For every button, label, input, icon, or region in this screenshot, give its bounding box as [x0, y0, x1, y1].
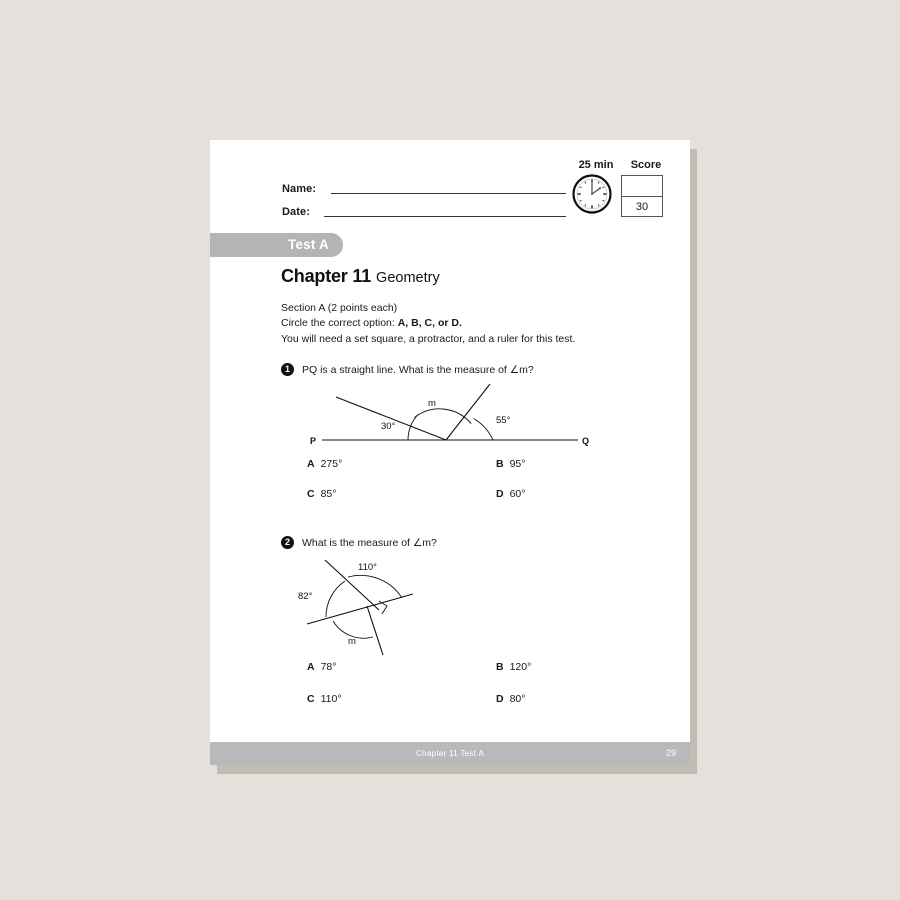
footer-page-number: 29	[665, 748, 676, 758]
test-tab	[210, 233, 343, 257]
question-number-badge: 1	[281, 363, 294, 376]
instructions-prefix: Circle the correct option:	[281, 317, 398, 329]
test-tab-label: Test A	[288, 237, 329, 252]
name-label: Name:	[282, 183, 317, 195]
option-value: 110°	[320, 693, 342, 705]
question-2-figure	[295, 552, 435, 657]
option-letter: C	[307, 693, 315, 705]
instructions-options: A, B, C, or D.	[397, 317, 462, 329]
question-1-figure	[300, 378, 600, 454]
worksheet-page	[210, 140, 690, 765]
option-b[interactable]	[496, 661, 531, 673]
svg-text:110°: 110°	[358, 562, 377, 573]
option-value: 80°	[509, 693, 526, 705]
option-letter: A	[307, 661, 315, 673]
svg-text:m: m	[428, 398, 436, 409]
option-value: 275°	[320, 458, 343, 470]
question-text: PQ is a straight line. What is the measure of ∠m?	[302, 364, 534, 376]
svg-text:55°: 55°	[496, 415, 511, 426]
option-letter: B	[496, 458, 504, 470]
question-number-badge: 2	[281, 536, 294, 549]
date-input-line[interactable]	[324, 216, 566, 217]
option-letter: D	[496, 693, 504, 705]
option-a[interactable]	[307, 661, 336, 673]
section-heading: Section A (2 points each)	[281, 302, 398, 314]
score-total-cell: 30	[635, 201, 649, 213]
svg-text:P: P	[310, 436, 317, 446]
option-value: 120°	[509, 661, 532, 673]
analog-clock-icon	[572, 174, 612, 214]
option-value: 85°	[320, 488, 337, 500]
option-letter: D	[496, 488, 504, 500]
chapter-subject: Geometry	[376, 270, 440, 286]
option-b[interactable]	[496, 458, 525, 470]
svg-text:Q: Q	[582, 436, 590, 446]
option-a[interactable]	[307, 458, 342, 470]
option-d[interactable]	[496, 693, 525, 705]
worksheet-page-wrapper	[210, 140, 690, 765]
score-box	[621, 175, 663, 217]
page-title	[281, 266, 440, 287]
option-value: 95°	[509, 458, 526, 470]
score-earned-cell[interactable]	[622, 176, 662, 197]
materials-line: You will need a set square, a protractor, and a ruler for this test.	[281, 333, 576, 345]
svg-text:82°: 82°	[298, 591, 313, 602]
score-caption: Score	[630, 159, 662, 171]
date-label: Date:	[282, 206, 311, 218]
svg-text:30°: 30°	[381, 421, 396, 432]
option-value: 78°	[320, 661, 337, 673]
svg-text:m: m	[348, 636, 356, 647]
option-value: 60°	[509, 488, 526, 500]
option-c[interactable]	[307, 693, 342, 705]
option-d[interactable]	[496, 488, 525, 500]
option-letter: B	[496, 661, 504, 673]
option-c[interactable]	[307, 488, 336, 500]
time-limit-caption: 25 min	[578, 159, 614, 171]
chapter-title: Chapter 11	[281, 266, 372, 286]
page-footer	[210, 742, 690, 765]
option-letter: A	[307, 458, 315, 470]
name-input-line[interactable]	[331, 193, 566, 194]
footer-title: Chapter 11 Test A	[416, 749, 484, 758]
question-text: What is the measure of ∠m?	[302, 537, 437, 549]
instructions-line	[281, 317, 462, 329]
option-letter: C	[307, 488, 315, 500]
